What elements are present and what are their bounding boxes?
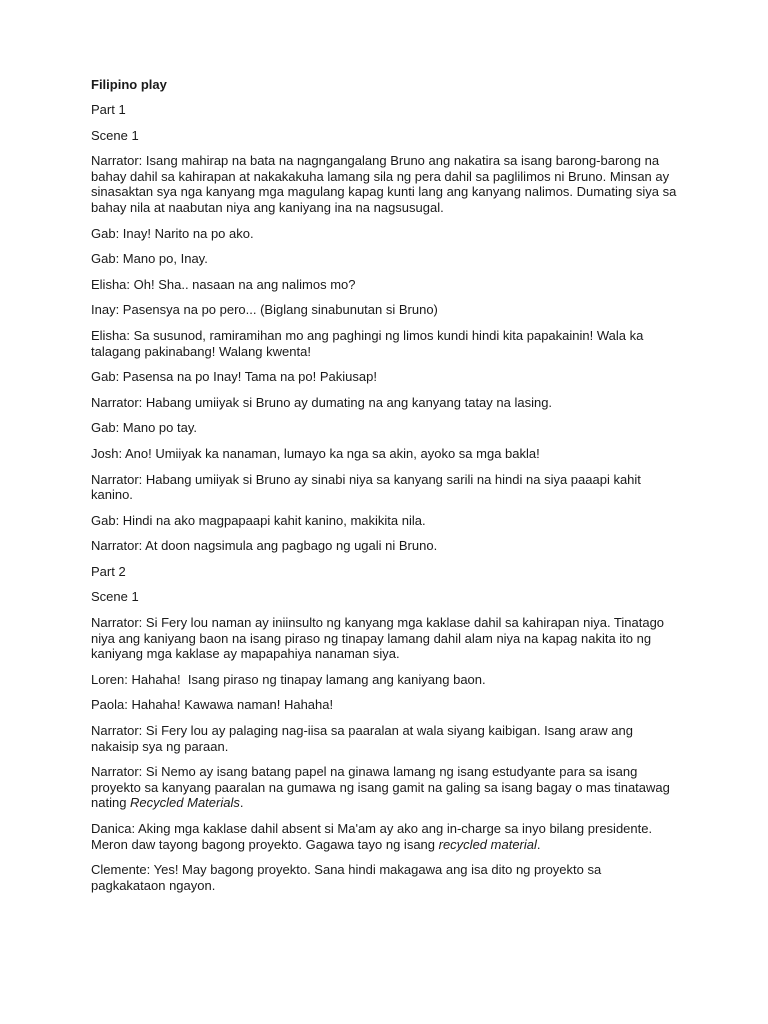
paragraph-scene-1: Scene 1 [91, 127, 139, 143]
paragraph-part-1: Part 1 [91, 102, 126, 117]
paragraph-text: . [239, 795, 244, 811]
dialogue-line: Gab: Mano po tay. [91, 420, 197, 436]
narrator-line-recycled [91, 764, 681, 811]
dialogue-line: Clemente: Yes! May bagong proyekto. Sana hindi makagawa ang isa dito ng proyekto sa pagkakataon ngayon. [91, 862, 602, 893]
dialogue-line: Gab: Inay! Narito na po ako. [91, 225, 254, 241]
dialogue-line: Josh: Ano! Umiiyak ka nanaman, lumayo ka nga sa akin, ayoko sa mga bakla! [91, 445, 540, 461]
italic-term: recycled material [438, 836, 537, 852]
paragraph-narrator-intro: Narrator: Isang mahirap na bata na nagngangalang Bruno ang nakatira sa isang barong-barong na bahay dahil sa kahirapan at nakakakuha lamang sila ng pera dahil sa paglilimos ni Bruno. Minsan ay sinasaktan sya nga kanyang mga magulang kapag kunti lang ang kanyang nalimos. Dumating siya sa bahay nila at naabutan niya ang kaniyang ina na nagsusugal. [91, 153, 677, 215]
dialogue-line: Elisha: Sa susunod, ramiramihan mo ang paghingi ng limos kundi hindi kita papakainin! Wala ka talagang pakinabang! Walang kwenta! [91, 327, 644, 359]
dialogue-line: Gab: Mano po, Inay. [91, 251, 208, 267]
paragraph-text: Danica: Aking mga kaklase dahil absent si Ma'am ay ako ang in-charge sa inyo bilang presidente. Meron daw tayong bagong proyekto. Gagawa tayo ng isang [91, 821, 653, 852]
narrator-line: Narrator: Si Fery lou naman ay iniinsulto ng kanyang mga kaklase dahil sa kahirapan niya. Tinatago niya ang kaniyang baon na isang piraso ng tinapay lamang dahil alam niya na kapag nakita ito ng kaniyang mga kaklase ay mapapahiya nanaman siya. [91, 615, 665, 662]
dialogue-line: Inay: Pasensya na po pero... (Biglang sinabunutan si Bruno) [91, 302, 438, 318]
document-page [91, 76, 691, 903]
narrator-line: Narrator: Habang umiiyak si Bruno ay sinabi niya sa kanyang sarili na hindi na siya paaapi kahit kanino. [91, 471, 641, 503]
narrator-line: Narrator: Si Fery lou ay palaging nag-iisa sa paaralan at wala siyang kaibigan. Isang araw ang nakaisip sya ng paraan. [91, 723, 633, 754]
dialogue-line: Elisha: Oh! Sha.. nasaan na ang nalimos mo? [91, 276, 356, 292]
narrator-line: Narrator: Habang umiiyak si Bruno ay dumating na ang kanyang tatay na lasing. [91, 394, 553, 410]
paragraph-text: . [536, 836, 541, 852]
paragraph-text: Narrator: Si Nemo ay isang batang papel na ginawa lamang ng isang estudyante para sa isang proyekto sa kanyang paaralan na gumawa ng isang gamit na galing sa isang bagay o mas tinatawag nating [91, 764, 670, 811]
document-title: Filipino play [91, 77, 167, 92]
paragraph-part-2: Part 2 [91, 563, 126, 579]
italic-term: Recycled Materials [130, 795, 240, 811]
dialogue-line: Gab: Pasensa na po Inay! Tama na po! Pakiusap! [91, 369, 377, 385]
paragraph-scene-1-part-2: Scene 1 [91, 589, 139, 605]
dialogue-line: Paola: Hahaha! Kawawa naman! Hahaha! [91, 697, 334, 713]
dialogue-line-recycled [91, 821, 681, 852]
dialogue-line: Loren: Hahaha! Isang piraso ng tinapay lamang ang kaniyang baon. [91, 671, 486, 687]
dialogue-line: Gab: Hindi na ako magpapaapi kahit kanino, makikita nila. [91, 512, 426, 528]
narrator-line: Narrator: At doon nagsimula ang pagbago ng ugali ni Bruno. [91, 538, 438, 554]
